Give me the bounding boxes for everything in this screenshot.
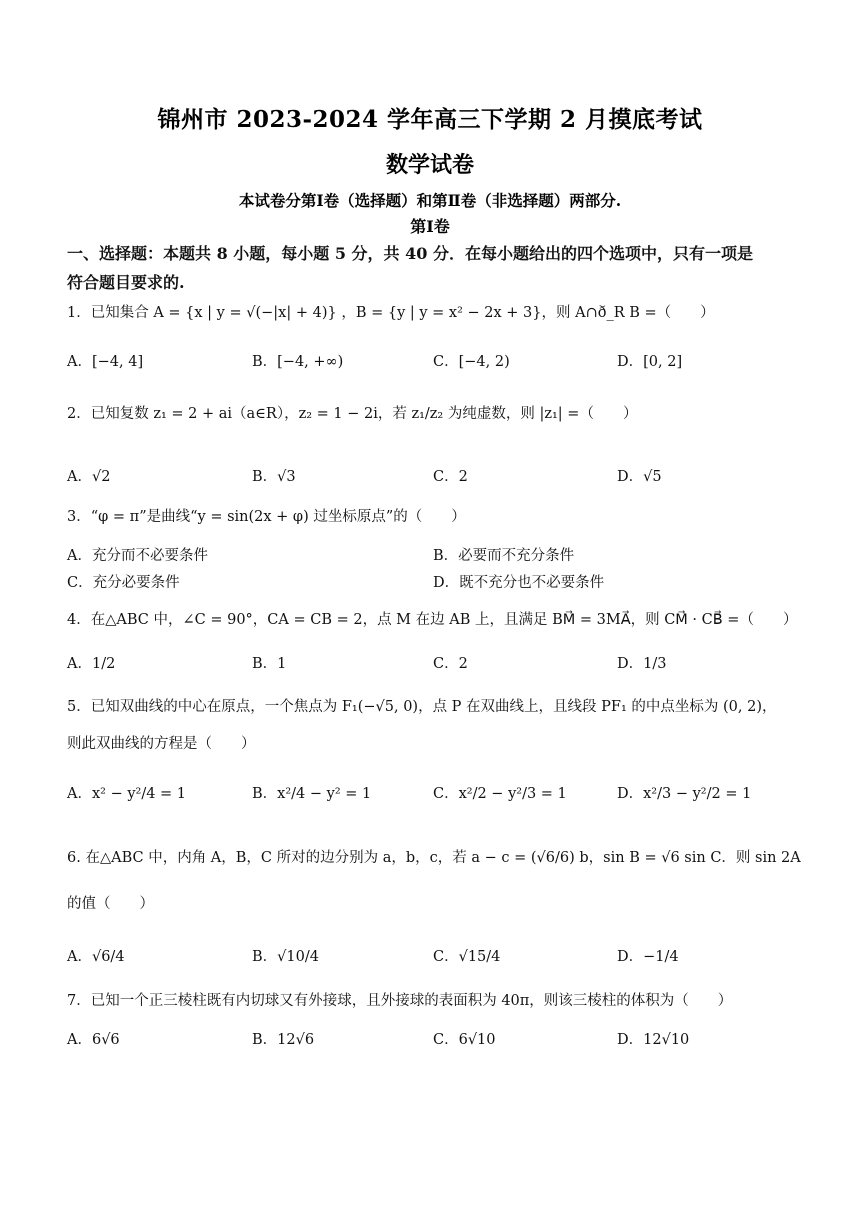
question-5-option-b: B．x²/4 − y² = 1 [252,786,372,802]
question-1-option-c: C．[−4, 2) [433,354,510,370]
question-1-option-d: D．[0, 2] [617,354,683,370]
question-7-option-d: D．12√10 [617,1032,690,1048]
part-heading: 第Ⅰ卷 [410,217,450,236]
question-6-option-a: A．√6/4 [67,949,125,965]
question-1-stem: 1．已知集合 A = {x | y = √(−|x| + 4)} ，B = {y | y = x² − 2x + 3}，则 A∩ð_R B =（ ） [67,305,715,321]
question-3-option-c: C．充分必要条件 [67,575,180,591]
question-7-stem: 7．已知一个正三棱柱既有内切球又有外接球，且外接球的表面积为 40π，则该三棱柱的体积为（ ） [67,993,733,1009]
question-1-option-b: B．[−4, +∞) [252,354,344,370]
question-5-stem: 5．已知双曲线的中心在原点，一个焦点为 F₁(−√5, 0)，点 P 在双曲线上，且线段 PF₁ 的中点坐标为 (0, 2)， [67,699,777,715]
question-7-option-a: A．6√6 [67,1032,120,1048]
question-2-stem: 2．已知复数 z₁ = 2 + ai（a∈R），z₂ = 1 − 2i，若 z₁/z₂ 为纯虚数，则 |z₁| =（ ） [67,406,638,422]
question-2-option-b: B．√3 [252,469,296,485]
question-7-option-c: C．6√10 [433,1032,496,1048]
question-4-option-c: C．2 [433,656,468,672]
question-4-stem: 4．在△ABC 中，∠C = 90°，CA = CB = 2，点 M 在边 AB 上，且满足 BM⃗ = 3MA⃗，则 CM⃗ · CB⃗ =（ ） [67,612,798,628]
question-3-option-a: A．充分而不必要条件 [67,548,208,564]
question-5-stem-line2: 则此双曲线的方程是（ ） [67,736,256,752]
question-6-option-b: B．√10/4 [252,949,319,965]
section-instructions-line2: 符合题目要求的. [67,273,185,292]
question-4-option-d: D．1/3 [617,656,667,672]
question-5-option-d: D．x²/3 − y²/2 = 1 [617,786,752,802]
exam-intro: 本试卷分第Ⅰ卷（选择题）和第Ⅱ卷（非选择题）两部分. [238,191,622,210]
question-2-option-a: A．√2 [67,469,111,485]
subject-title: 数学试卷 [385,152,474,178]
question-5-option-c: C．x²/2 − y²/3 = 1 [433,786,567,802]
question-4-option-b: B．1 [252,656,287,672]
section-instructions-line1: 一、选择题：本题共 8 小题，每小题 5 分，共 40 分．在每小题给出的四个选项中，只有一项是 [67,244,753,263]
question-7-option-b: B．12√6 [252,1032,315,1048]
question-5-option-a: A．x² − y²/4 = 1 [67,786,187,802]
question-2-option-c: C．2 [433,469,468,485]
question-6-stem-line2: 的值（ ） [67,896,154,912]
question-2-option-d: D．√5 [617,469,662,485]
question-6-stem: 6. 在△ABC 中，内角 A，B，C 所对的边分别为 a，b，c，若 a − c = (√6/6) b，sin B = √6 sin C．则 sin 2A [67,850,801,866]
question-3-option-b: B．必要而不充分条件 [433,548,575,564]
question-3-option-d: D．既不充分也不必要条件 [433,575,605,591]
question-4-option-a: A．1/2 [67,656,116,672]
question-6-option-d: D．−1/4 [617,949,679,965]
question-1-option-a: A．[−4, 4] [67,354,144,370]
exam-title: 锦州市 2023-2024 学年高三下学期 2 月摸底考试 [157,106,703,133]
question-6-option-c: C．√15/4 [433,949,501,965]
question-3-stem: 3．“φ = π”是曲线“y = sin(2x + φ) 过坐标原点”的（ ） [67,509,466,525]
